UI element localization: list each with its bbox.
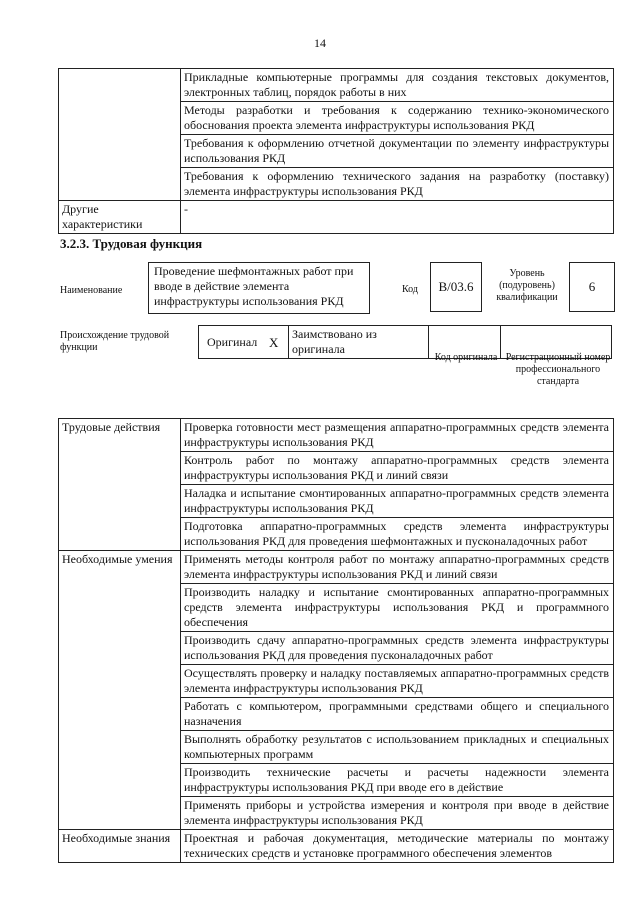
table-cell: Осуществлять проверку и наладку поставляемых аппаратно-программных средств элемента инфраструктуры использования РКД — [181, 665, 614, 698]
table-cell: Контроль работ по монтажу аппаратно-программных средств элемента инфраструктуры использования РКД и линий связи — [181, 452, 614, 485]
table-cell: Производить наладку и испытание смонтированных аппаратно-программных средств элемента инфраструктуры использования РКД и программного обеспечения — [181, 584, 614, 632]
row-label — [59, 69, 181, 201]
table-cell: Методы разработки и требования к содержанию технико-экономического обоснования проекта элемента инфраструктуры использования РКД — [181, 102, 614, 135]
borrowed-label: Заимствовано из оригинала — [289, 326, 429, 359]
row-label-knowledge: Необходимые знания — [59, 830, 181, 863]
table-row — [59, 551, 614, 584]
row-label-actions: Трудовые действия — [59, 419, 181, 551]
table-cell: Проверка готовности мест размещения аппаратно-программных средств элемента инфраструктуры использования РКД — [181, 419, 614, 452]
table-row — [59, 69, 614, 102]
table-cell: Производить технические расчеты и расчеты надежности элемента инфраструктуры использования РКД при вводе его в действие — [181, 764, 614, 797]
code-value: B/03.6 — [438, 279, 474, 294]
origin-label: Происхождение трудовой функции — [60, 330, 170, 353]
original-mark: X — [261, 326, 289, 359]
function-name-box — [148, 262, 370, 314]
code-box — [430, 262, 482, 312]
table-row — [59, 830, 614, 863]
table-cell: Производить сдачу аппаратно-программных средств элемента инфраструктуры использования РКД для проведения пусконаладочных работ — [181, 632, 614, 665]
level-box — [569, 262, 615, 312]
level-value: 6 — [588, 279, 596, 294]
section-title: 3.2.3. Трудовая функция — [60, 236, 203, 251]
function-name-value: Проведение шефмонтажных работ при вводе в действие элемента инфраструктуры использования РКД — [154, 264, 354, 308]
table-cell: Применять методы контроля работ по монтажу аппаратно-программных средств элемента инфраструктуры использования РКД и линий связи — [181, 551, 614, 584]
row-label-skills: Необходимые умения — [59, 551, 181, 830]
reg-number-label: Регистрационный номер профессионального стандарта — [505, 352, 611, 387]
page-number: 14 — [314, 36, 326, 50]
table-cell: - — [181, 201, 614, 234]
code-label: Код — [402, 284, 418, 295]
table-row — [59, 201, 614, 234]
knowledge-continuation-table — [58, 68, 614, 234]
table-row — [59, 419, 614, 452]
table-cell: Выполнять обработку результатов с использованием прикладных и специальных компьютерных программ — [181, 731, 614, 764]
original-label: Оригинал — [199, 326, 261, 359]
table-cell: Подготовка аппаратно-программных средств элемента инфраструктуры использования РКД для проведения шефмонтажных и пусконаладочных работ — [181, 518, 614, 551]
table-cell: Применять приборы и устройства измерения и контроля при вводе в действие элемента инфраструктуры использования РКД — [181, 797, 614, 830]
name-label: Наименование — [60, 285, 123, 296]
table-cell: Проектная и рабочая документация, методические материалы по монтажу технических средств и установке программного обеспечения элементов — [181, 830, 614, 863]
row-label-other: Другие характеристики — [59, 201, 181, 234]
table-cell: Работать с компьютером, программными средствами общего и специального назначения — [181, 698, 614, 731]
table-cell: Прикладные компьютерные программы для создания текстовых документов, электронных таблиц, порядок работы в них — [181, 69, 614, 102]
table-cell: Требования к оформлению отчетной документации по элементу инфраструктуры использования РКД — [181, 135, 614, 168]
table-cell: Наладка и испытание смонтированных аппаратно-программных средств элемента инфраструктуры использования РКД — [181, 485, 614, 518]
labor-function-table — [58, 418, 614, 863]
code-original-label: Код оригинала — [434, 352, 498, 363]
level-label: Уровень (подуровень) квалификации — [496, 268, 558, 303]
table-cell: Требования к оформлению технического задания на разработку (поставку) элемента инфраструктуры использования РКД — [181, 168, 614, 201]
